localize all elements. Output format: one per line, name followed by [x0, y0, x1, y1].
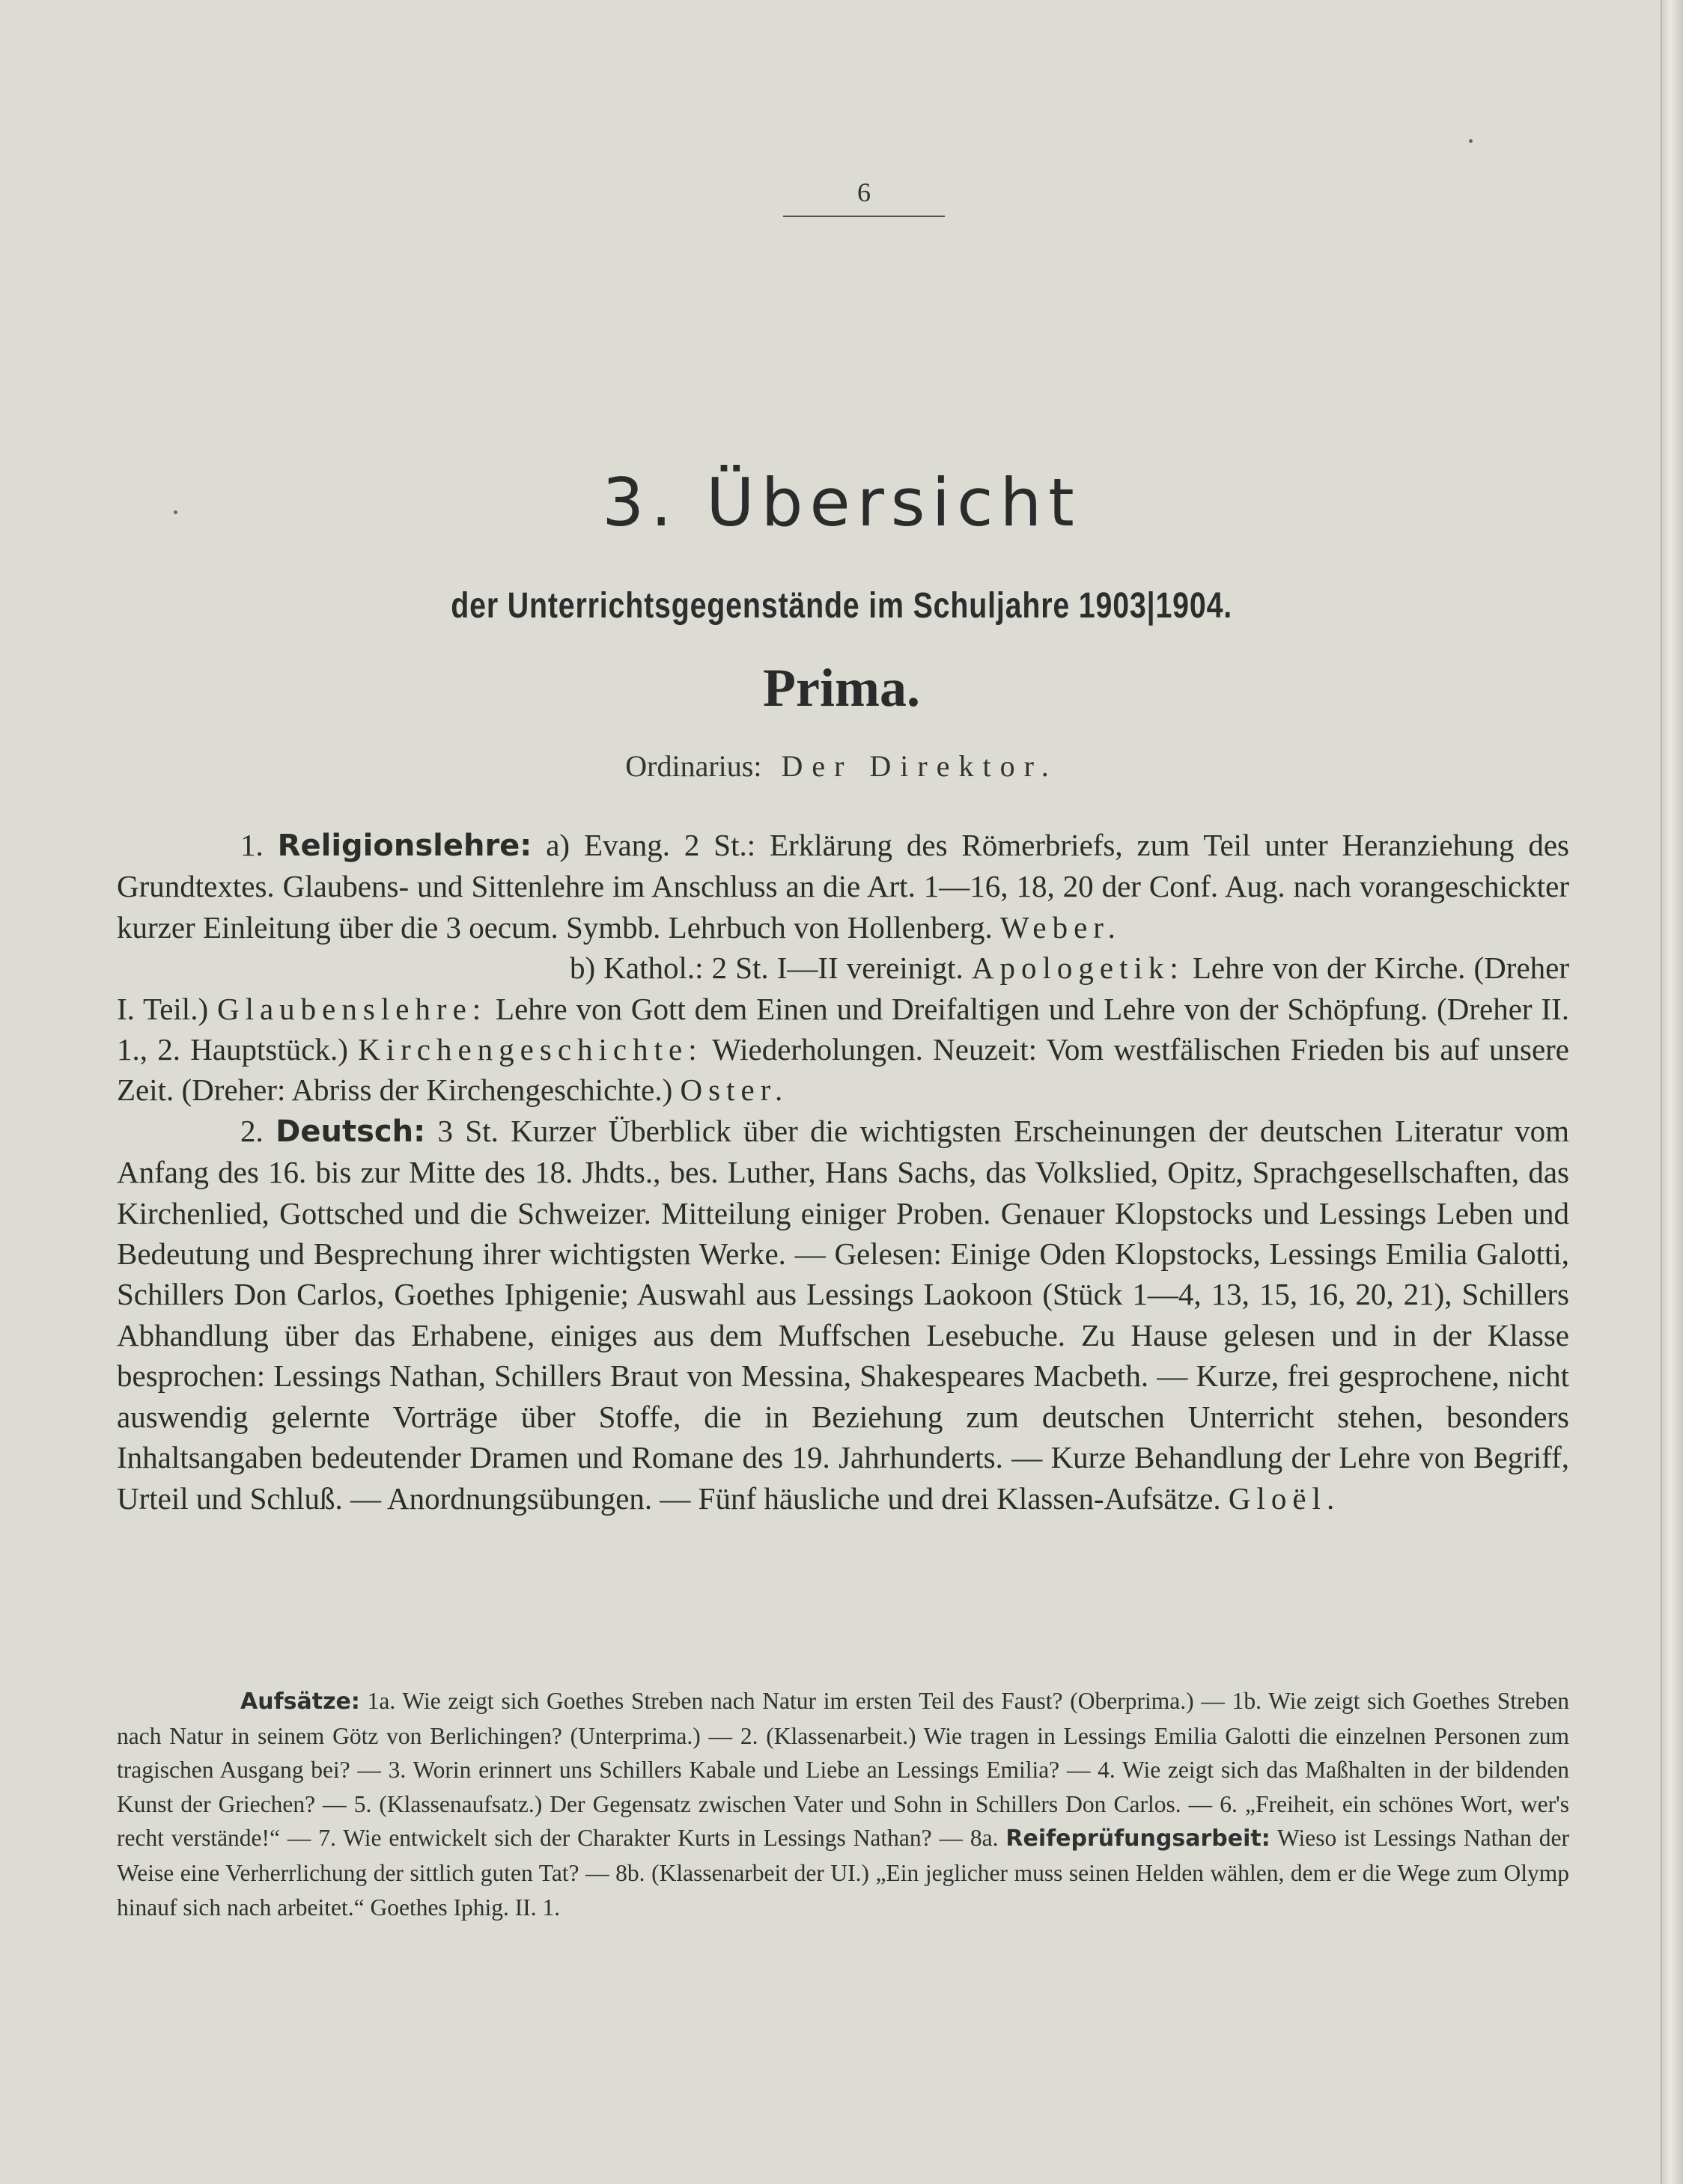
subject-list	[117, 825, 1569, 1519]
ordinarius-label: Ordinarius:	[625, 749, 762, 783]
glaubenslehre-label: Glaubenslehre:	[216, 991, 487, 1026]
kirchengeschichte-text: Wiederholungen. Neuzeit: Vom westfälischen Frieden bis auf unsere Zeit. (Dreher: Abriss der Kirchengeschichte.)	[117, 1032, 1570, 1108]
ordinarius-line	[0, 748, 1683, 784]
kirchengeschichte-label: Kirchengeschichte:	[358, 1032, 703, 1067]
page-number-rule	[783, 216, 945, 217]
religion-kathol-paragraph	[117, 948, 1569, 1111]
exam-label: Reifeprüfungsarbeit:	[1005, 1825, 1270, 1852]
religion-number: 1.	[240, 828, 264, 862]
page-number: 6	[857, 177, 871, 207]
deutsch-text: 3 St. Kurzer Überblick über die wichtigsten Erscheinungen der deutschen Literatur vom Anfang des 16. bis zur Mitte des 18. Jhdts., bes. Luther, Hans Sachs, das Volkslied, Opitz, Sprachgesellschaften, das Kirchenlied, Gottsched und die Schweizer. Mitteilung einiger Proben. Genauer Klopstocks und Lessings Leben und Bedeutung und Besprechung ihrer wichtigsten Werke. — Gelesen: Einige Oden Klopstocks, Lessings Emilia Galotti, Schillers Don Carlos, Goethes Iphigenie; Auswahl aus Lessings Laokoon (Stück 1—4, 13, 15, 16, 20, 21), Schillers Abhandlung über das Erhabene, einiges aus dem Muffschen Lesebuche. Zu Hause gelesen und in der Klasse besprochen: Lessings Nathan, Schillers Braut von Messina, Shakespeares Macbeth. — Kurze, frei gesprochene, nicht auswendig gelernte Vorträge über Stoffe, die in Beziehung zum deutschen Unterricht stehen, besonders Inhaltsangaben bedeutender Dramen und Romane des 19. Jahrhunderts. — Kurze Behandlung der Lehre von Begriff, Urteil und Schluß. — Anordnungsübungen. — Fünf häusliche und drei Klassen-Aufsätze.	[117, 1113, 1569, 1516]
religion-kathol-intro: b) Kathol.: 2 St. I—II vereinigt.	[570, 951, 964, 986]
speck-mark	[1469, 139, 1473, 143]
apologetik-label: Apologetik:	[971, 951, 1184, 986]
religion-subject: Religionslehre:	[277, 829, 532, 863]
essays-text: 1a. Wie zeigt sich Goethes Streben nach Natur im ersten Teil des Faust? (Oberprima.) — 1b. Wie zeigt sich Goethes Streben nach Natur in seinem Götz von Berlichingen? (Unterprima.) — 2. (Klassenarbeit.) Wie tragen in Lessings Emilia Galotti die einzelnen Personen zum tragischen Ausgang bei? — 3. Worin erinnert uns Schillers Kabale und Liebe an Lessings Emilia? — 4. Wie zeigt sich das Maßhalten in der bildenden Kunst der Griechen? — 5. (Klassenaufsatz.) Der Gegensatz zwischen Vater und Sohn in Schillers Don Carlos. — 6. „Freiheit, ein schönes Wort, wer's recht verstände!“ — 7. Wie entwickelt sich der Charakter Kurts in Lessings Nathan? — 8a.	[117, 1688, 1569, 1852]
class-title: Prima.	[763, 658, 920, 718]
ordinarius-name: Der Direktor.	[781, 749, 1058, 783]
section-subtitle: der Unterrichtsgegenstände im Schuljahre 1903|1904.	[451, 586, 1233, 626]
essays-label: Aufsätze:	[240, 1689, 360, 1715]
essays-paragraph	[117, 1684, 1569, 1924]
essays-block	[117, 1684, 1569, 1924]
section-heading: 3. Übersicht	[602, 464, 1081, 541]
apologetik-text: Lehre von der Kirche. (Dreher I. Teil.)	[117, 951, 1569, 1026]
religion-evang-paragraph	[117, 825, 1569, 948]
religion-evang-text: a) Evang. 2 St.: Erklärung des Römerbriefs, zum Teil unter Heranziehung des Grundtextes. Glaubens- und Sittenlehre im Anschluss an die Art. 1—16, 18, 20 der Conf. Aug. nach vorangeschickter kurzer Einleitung über die 3 oecum. Symbb. Lehrbuch von Hollenberg.	[117, 828, 1570, 945]
page-edge	[1662, 0, 1683, 2184]
deutsch-paragraph	[117, 1111, 1569, 1519]
exam-text: Wieso ist Lessings Nathan der Weise eine Verherrlichung der sittlich guten Tat? — 8b. (Klassenarbeit der UI.) „Ein jeglicher muss seinen Helden wählen, dem er die Wege zum Olymp hinauf sich nach arbeitet.“ Goethes Iphig. II. 1.	[117, 1825, 1570, 1921]
deutsch-subject: Deutsch:	[276, 1114, 426, 1149]
glaubenslehre-text: Lehre von Gott dem Einen und Dreifaltigen und Lehre von der Schöpfung. (Dreher II. 1., 2. Hauptstück.)	[117, 991, 1570, 1067]
deutsch-teacher: Gloël.	[1228, 1480, 1341, 1516]
religion-evang-teacher: Weber.	[999, 909, 1122, 945]
religion-kathol-teacher: Oster.	[680, 1073, 789, 1108]
deutsch-number: 2.	[240, 1113, 264, 1148]
